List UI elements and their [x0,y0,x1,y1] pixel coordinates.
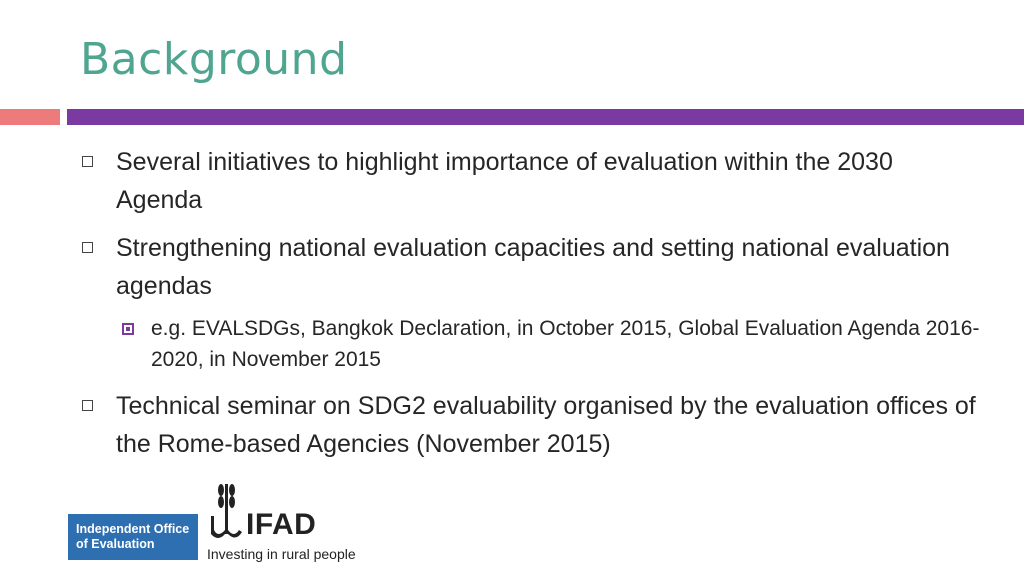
sub-bullet-item [82,313,982,375]
bullet-text: Several initiatives to highlight importance of evaluation within the 2030 Agenda [116,148,893,214]
bullet-item [82,387,982,463]
ifad-tagline: Investing in rural people [207,546,356,562]
square-bullet-icon [82,242,93,253]
ifad-logo-text: IFAD [246,508,317,541]
footer-logos [68,480,368,570]
bullet-item [82,143,982,219]
bullet-list [82,143,982,473]
square-bullet-icon [82,400,93,411]
wheat-icon [208,480,248,542]
filled-square-bullet-icon [122,323,134,335]
bullet-text: Technical seminar on SDG2 evaluability organised by the evaluation offices of the Rome-based Agencies (November 2015) [116,392,976,458]
bullet-item [82,229,982,305]
bullet-text: Strengthening national evaluation capacities and setting national evaluation agendas [116,234,950,300]
office-of-evaluation-logo: Independent Office of Evaluation [68,514,198,560]
square-bullet-icon [82,156,93,167]
slide-title: Background [80,34,348,85]
accent-bar [67,109,1024,125]
accent-bar-left [0,109,60,125]
sub-bullet-text: e.g. EVALSDGs, Bangkok Declaration, in October 2015, Global Evaluation Agenda 2016-2020, in November 2015 [151,317,980,371]
